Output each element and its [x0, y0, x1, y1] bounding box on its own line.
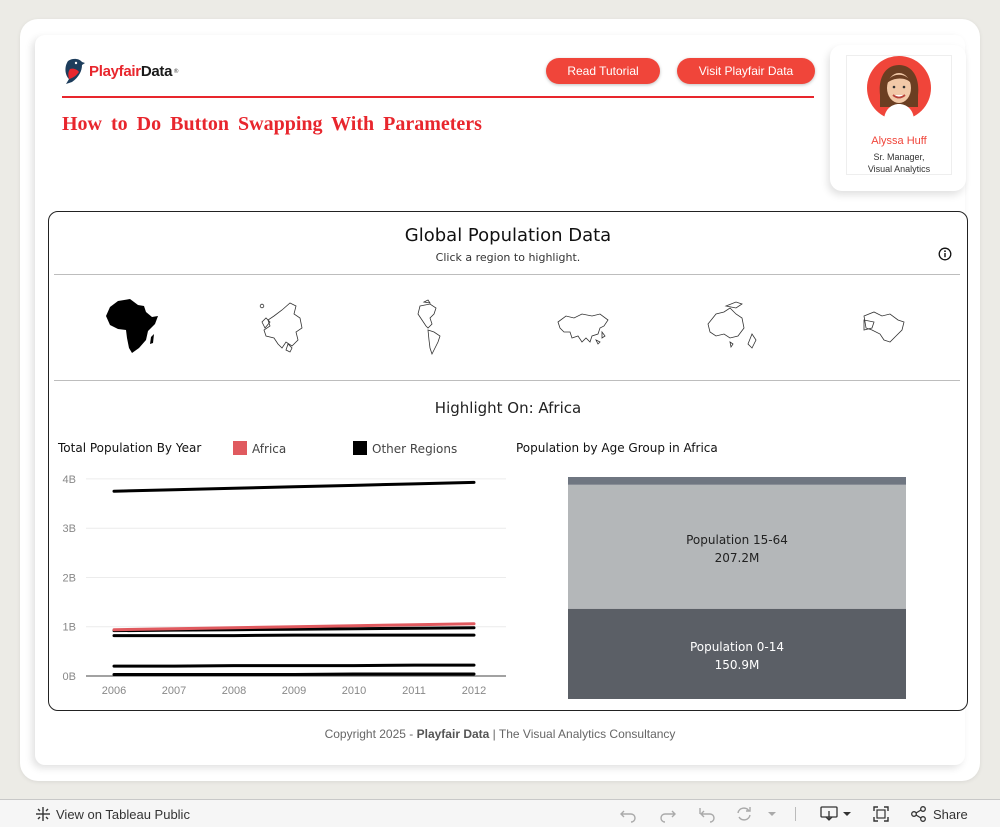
dashboard-divider-top	[54, 274, 960, 275]
stack-segment[interactable]	[568, 477, 906, 485]
segment-value-label: 150.9M	[714, 657, 760, 672]
y-tick-label: 2B	[62, 572, 76, 585]
africa-map-icon[interactable]	[102, 298, 162, 356]
americas-map-icon[interactable]	[402, 298, 462, 356]
age-group-chart-title: Population by Age Group in Africa	[516, 441, 718, 455]
highlight-label: Highlight On: Africa	[434, 399, 582, 417]
tableau-toolbar	[0, 799, 1000, 827]
author-role-line2: Visual Analytics	[867, 164, 931, 174]
total-population-line-chart[interactable]	[54, 462, 514, 702]
y-tick-label: 1B	[62, 621, 76, 634]
europe-map-icon[interactable]	[252, 298, 312, 356]
series-line-other-region[interactable]	[114, 482, 474, 491]
download-chevron-icon[interactable]	[838, 805, 856, 823]
visit-playfair-data-button[interactable]: Visit Playfair Data	[677, 58, 815, 84]
revert-icon[interactable]	[698, 805, 716, 823]
refresh-icon[interactable]	[735, 805, 753, 823]
x-tick-label: 2006	[101, 685, 127, 697]
chevron-down-icon[interactable]	[763, 805, 781, 823]
x-tick-label: 2012	[461, 685, 487, 697]
segment-label: Population 0-14	[689, 639, 785, 654]
share-label: Share	[933, 806, 968, 822]
middle-east-map-icon[interactable]	[852, 298, 912, 356]
legend-swatch-other-regions[interactable]	[353, 441, 367, 455]
logo-wordmark: PlayfairData	[89, 62, 173, 80]
y-tick-label: 4B	[62, 473, 76, 486]
page-title: How to Do Button Swapping With Parameters	[62, 113, 482, 135]
dashboard-divider-bottom	[54, 380, 960, 381]
kingfisher-bird-icon	[62, 57, 86, 85]
age-group-stacked-bar[interactable]	[566, 476, 908, 700]
x-tick-label: 2011	[402, 685, 426, 697]
playfair-logo[interactable]	[62, 57, 179, 85]
redo-icon[interactable]	[659, 805, 677, 823]
x-tick-label: 2009	[281, 685, 307, 697]
x-tick-label: 2007	[161, 685, 187, 697]
author-role	[846, 151, 952, 175]
copyright-suffix: | The Visual Analytics Consultancy	[489, 727, 676, 741]
info-icon[interactable]	[938, 247, 952, 261]
share-button[interactable]	[910, 800, 968, 827]
segment-value-label: 207.2M	[714, 550, 760, 565]
line-chart-title: Total Population By Year	[58, 441, 202, 455]
download-icon[interactable]	[820, 805, 838, 823]
legend-swatch-africa[interactable]	[233, 441, 247, 455]
y-tick-label: 0B	[62, 671, 76, 683]
author-avatar	[866, 55, 932, 121]
copyright-notice	[0, 727, 1000, 741]
author-role-line1: Sr. Manager,	[873, 152, 925, 162]
copyright-brand[interactable]: Playfair Data	[416, 727, 490, 741]
fullscreen-icon[interactable]	[872, 805, 890, 823]
header-divider	[62, 96, 814, 98]
view-on-tableau-public-label: View on Tableau Public	[56, 806, 190, 822]
legend-label-africa: Africa	[252, 442, 287, 456]
copyright-prefix: Copyright 2025 -	[324, 727, 417, 741]
x-tick-label: 2010	[341, 685, 367, 697]
series-line-other-region[interactable]	[114, 665, 474, 666]
tableau-icon	[34, 805, 52, 823]
dashboard-subtitle: Click a region to highlight.	[435, 251, 581, 264]
share-icon	[910, 805, 928, 823]
y-tick-label: 3B	[62, 523, 76, 536]
view-on-tableau-public-link[interactable]	[34, 800, 190, 827]
legend-label-other-regions: Other Regions	[372, 442, 458, 456]
logo-registered-mark: ®	[173, 67, 180, 75]
read-tutorial-button[interactable]: Read Tutorial	[546, 58, 660, 84]
author-name: Alyssa Huff	[871, 135, 927, 147]
asia-map-icon[interactable]	[552, 298, 612, 356]
oceania-map-icon[interactable]	[702, 298, 762, 356]
x-tick-label: 2008	[221, 685, 247, 697]
segment-label: Population 15-64	[686, 532, 788, 547]
dashboard-title: Global Population Data	[404, 225, 612, 246]
undo-icon[interactable]	[619, 805, 637, 823]
toolbar-separator	[795, 807, 796, 821]
